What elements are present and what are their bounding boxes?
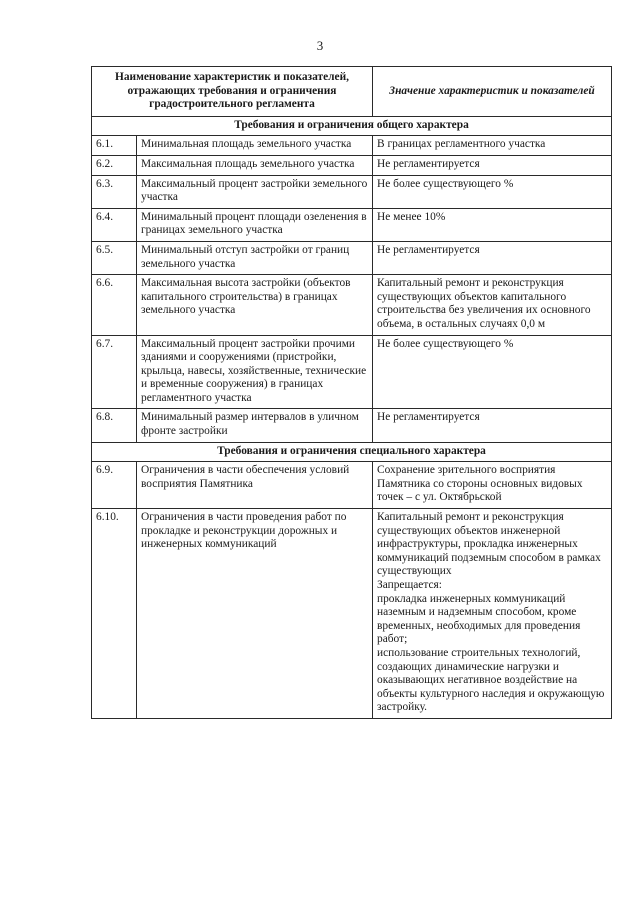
row-parameter-name: Минимальный размер интервалов в уличном фронте застройки [137,409,373,442]
regulation-table [91,66,612,719]
row-parameter-value: Не более существующего % [373,175,612,208]
section-row [92,116,612,136]
row-parameter-value: Не регламентируется [373,241,612,274]
row-parameter-name: Ограничения в части обеспечения условий восприятия Памятника [137,462,373,509]
row-number: 6.9. [92,462,137,509]
row-number: 6.5. [92,241,137,274]
table-row [92,275,612,335]
row-number: 6.10. [92,509,137,719]
header-name-column: Наименование характеристик и показателей, отражающих требования и ограничения градостроительного регламента [92,67,373,117]
row-parameter-name: Максимальный процент застройки прочими зданиями и сооружениями (пристройки, крыльца, навесы, хозяйственные, технические и временные сооружения) в границах регламентного участка [137,335,373,409]
row-parameter-name: Максимальный процент застройки земельного участка [137,175,373,208]
table-row [92,155,612,175]
row-number: 6.2. [92,155,137,175]
table-header-row [92,67,612,117]
row-parameter-value: В границах регламентного участка [373,136,612,156]
row-number: 6.7. [92,335,137,409]
row-number: 6.8. [92,409,137,442]
row-parameter-value: Капитальный ремонт и реконструкция существующих объектов инженерной инфраструктуры, прокладка инженерных коммуникаций подземным способом в рамках существующих Запрещается: прокладка инженерных коммуникаций наземным и надземным способом, кроме временных, необходимых для проведения работ; использование строительных технологий, создающих динамические нагрузки и оказывающих негативное воздействие на объекты культурного наследия и окружающую застройку. [373,509,612,719]
table-row [92,335,612,409]
table-row [92,241,612,274]
table-row [92,409,612,442]
row-number: 6.3. [92,175,137,208]
row-parameter-name: Ограничения в части проведения работ по прокладке и реконструкции дорожных и инженерных коммуникаций [137,509,373,719]
row-number: 6.4. [92,208,137,241]
row-parameter-name: Максимальная высота застройки (объектов капитального строительства) в границах земельного участка [137,275,373,335]
table-row [92,136,612,156]
header-value-column: Значение характеристик и показателей [373,67,612,117]
row-parameter-value: Капитальный ремонт и реконструкция существующих объектов капитального строительства без увеличения их основного объема, в остальных случаях 0,0 м [373,275,612,335]
row-number: 6.1. [92,136,137,156]
section-title: Требования и ограничения специального характера [92,442,612,462]
row-number: 6.6. [92,275,137,335]
row-parameter-value: Не менее 10% [373,208,612,241]
table-row [92,509,612,719]
page-number: 3 [316,38,324,53]
table-row [92,175,612,208]
row-parameter-value: Не более существующего % [373,335,612,409]
row-parameter-value: Не регламентируется [373,409,612,442]
table-body [92,116,612,718]
table-row [92,208,612,241]
row-parameter-value: Не регламентируется [373,155,612,175]
section-title: Требования и ограничения общего характера [92,116,612,136]
section-row [92,442,612,462]
row-parameter-name: Минимальный процент площади озеленения в границах земельного участка [137,208,373,241]
row-parameter-name: Максимальная площадь земельного участка [137,155,373,175]
row-parameter-value: Сохранение зрительного восприятия Памятника со стороны основных видовых точек – с ул. Октябрьской [373,462,612,509]
table-row [92,462,612,509]
row-parameter-name: Минимальная площадь земельного участка [137,136,373,156]
row-parameter-name: Минимальный отступ застройки от границ земельного участка [137,241,373,274]
